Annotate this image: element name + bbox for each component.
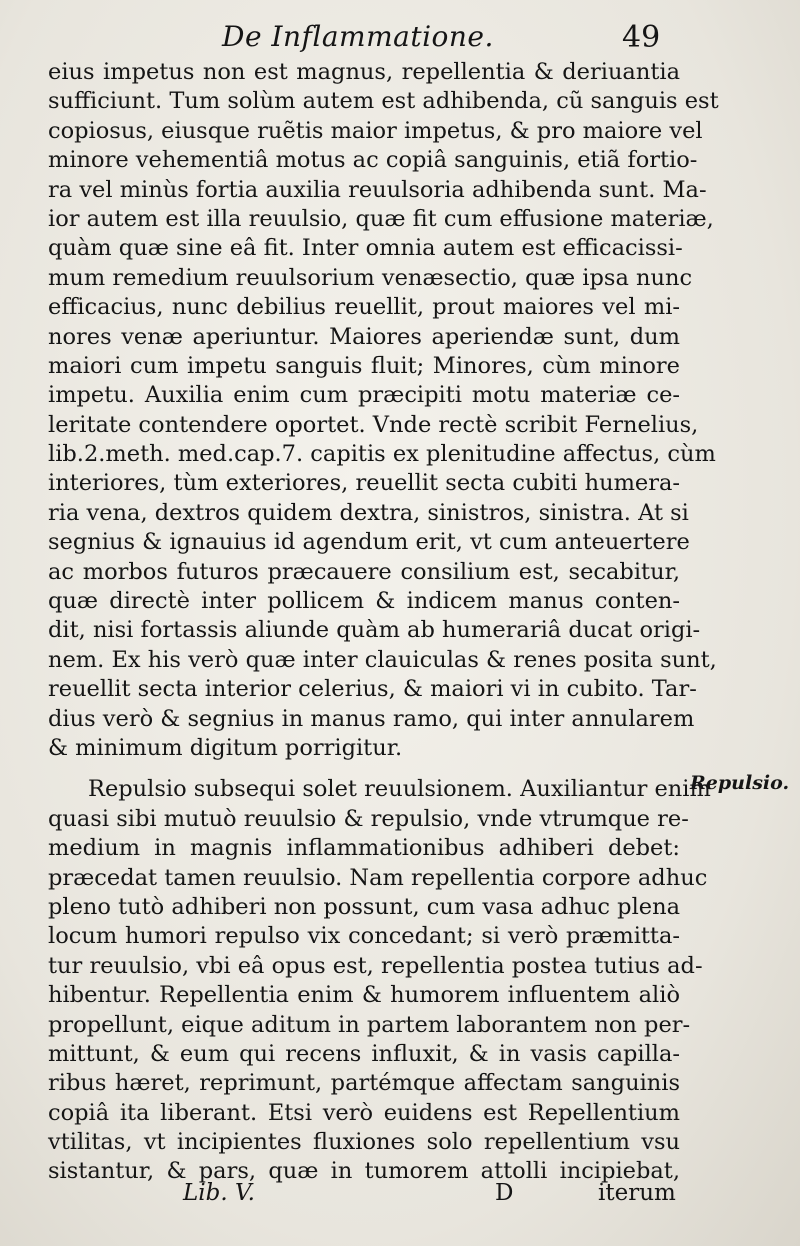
text-line: interiores, tùm exteriores, reuellit secta cubiti humera- — [48, 470, 680, 497]
text-line: efficacius, nunc debilius reuellit, prout maiores vel mi- — [48, 294, 680, 321]
text-line: sufficiunt. Tum solùm autem est adhibenda, cũ sanguis est — [48, 88, 719, 115]
text-line: ribus hæret, reprimunt, partémque affectam sanguinis — [48, 1070, 680, 1097]
text-line: & minimum digitum porrigitur. — [48, 734, 403, 761]
body-text — [48, 58, 719, 1187]
text-line: sistantur, & pars, quæ in tumorem attolli incipiebat, — [48, 1158, 680, 1185]
text-line: Repulsio subsequi solet reuulsionem. Auxiliantur enim — [88, 776, 711, 803]
text-line: copiâ ita liberant. Etsi verò euidens est Repellentium — [48, 1099, 680, 1126]
text-line: ac morbos futuros præcauere consilium est, secabitur, — [48, 558, 680, 585]
text-line: eius impetus non est magnus, repellentia & deriuantia — [48, 59, 680, 85]
page-footer — [0, 1180, 800, 1220]
text-line: tur reuulsio, vbi eâ opus est, repellentia postea tutius ad- — [48, 952, 703, 979]
text-line: dius verò & segnius in manus ramo, qui inter annularem — [48, 705, 695, 732]
text-line: medium in magnis inflammationibus adhiberi debet: — [48, 835, 680, 862]
text-line: mittunt, & eum qui recens influxit, & in vasis capilla- — [48, 1040, 680, 1067]
text-line: maiori cum impetu sanguis fluit; Minores, cùm minore — [48, 352, 680, 379]
text-line: impetu. Auxilia enim cum præcipiti motu materiæ ce- — [48, 382, 680, 409]
text-line: nem. Ex his verò quæ inter clauiculas & renes posita sunt, — [48, 646, 717, 673]
text-line: ria vena, dextros quidem dextra, sinistros, sinistra. At si — [48, 499, 689, 526]
text-line: ior autem est illa reuulsio, quæ fit cum effusione materiæ, — [48, 205, 714, 232]
text-line: quasi sibi mutuò reuulsio & repulsio, vnde vtrumque re- — [48, 805, 689, 832]
text-line: quæ directè inter pollicem & indicem manus conten- — [48, 588, 680, 615]
catchword: iterum — [598, 1180, 676, 1206]
text-line: nores venæ aperiuntur. Maiores aperiendæ sunt, dum — [48, 323, 680, 350]
text-line: minore vehementiâ motus ac copiâ sanguinis, etiã fortio- — [48, 147, 698, 174]
text-line: lib.2.meth. med.cap.7. capitis ex plenitudine affectus, cùm — [48, 441, 716, 468]
text-line: reuellit secta interior celerius, & maiori vi in cubito. Tar- — [48, 676, 697, 703]
text-line: pleno tutò adhiberi non possunt, cum vasa adhuc plena — [48, 893, 680, 920]
page-title: De Inflammatione. — [222, 20, 494, 53]
text-line: locum humori repulso vix concedant; si verò præmitta- — [48, 923, 680, 950]
paragraph-gap — [48, 763, 680, 775]
text-line: segnius & ignauius id agendum erit, vt cum anteuertere — [48, 529, 690, 556]
book-signature: Lib. V. — [183, 1180, 255, 1206]
running-head — [0, 18, 800, 58]
text-line: leritate contendere oportet. Vnde rectè scribit Fernelius, — [48, 411, 699, 438]
signature-mark: D — [495, 1180, 514, 1206]
text-line: quàm quæ sine eâ fit. Inter omnia autem est efficacissi- — [48, 235, 683, 262]
text-line: propellunt, eique aditum in partem laborantem non per- — [48, 1011, 691, 1038]
text-line: ra vel minùs fortia auxilia reuulsoria adhibenda sunt. Ma- — [48, 176, 707, 203]
text-line: dit, nisi fortassis aliunde quàm ab humerariâ ducat origi- — [48, 617, 701, 644]
text-line: copiosus, eiusque ruẽtis maior impetus, & pro maiore vel — [48, 117, 703, 144]
margin-note: Repulsio. — [690, 772, 790, 794]
text-line: mum remedium reuulsorium venæsectio, quæ ipsa nunc — [48, 264, 693, 291]
page-number: 49 — [622, 20, 661, 55]
text-line: vtilitas, vt incipientes fluxiones solo repellentium vsu — [48, 1129, 680, 1156]
text-line: præcedat tamen reuulsio. Nam repellentia corpore adhuc — [48, 864, 708, 891]
text-line: hibentur. Repellentia enim & humorem influentem aliò — [48, 982, 680, 1009]
